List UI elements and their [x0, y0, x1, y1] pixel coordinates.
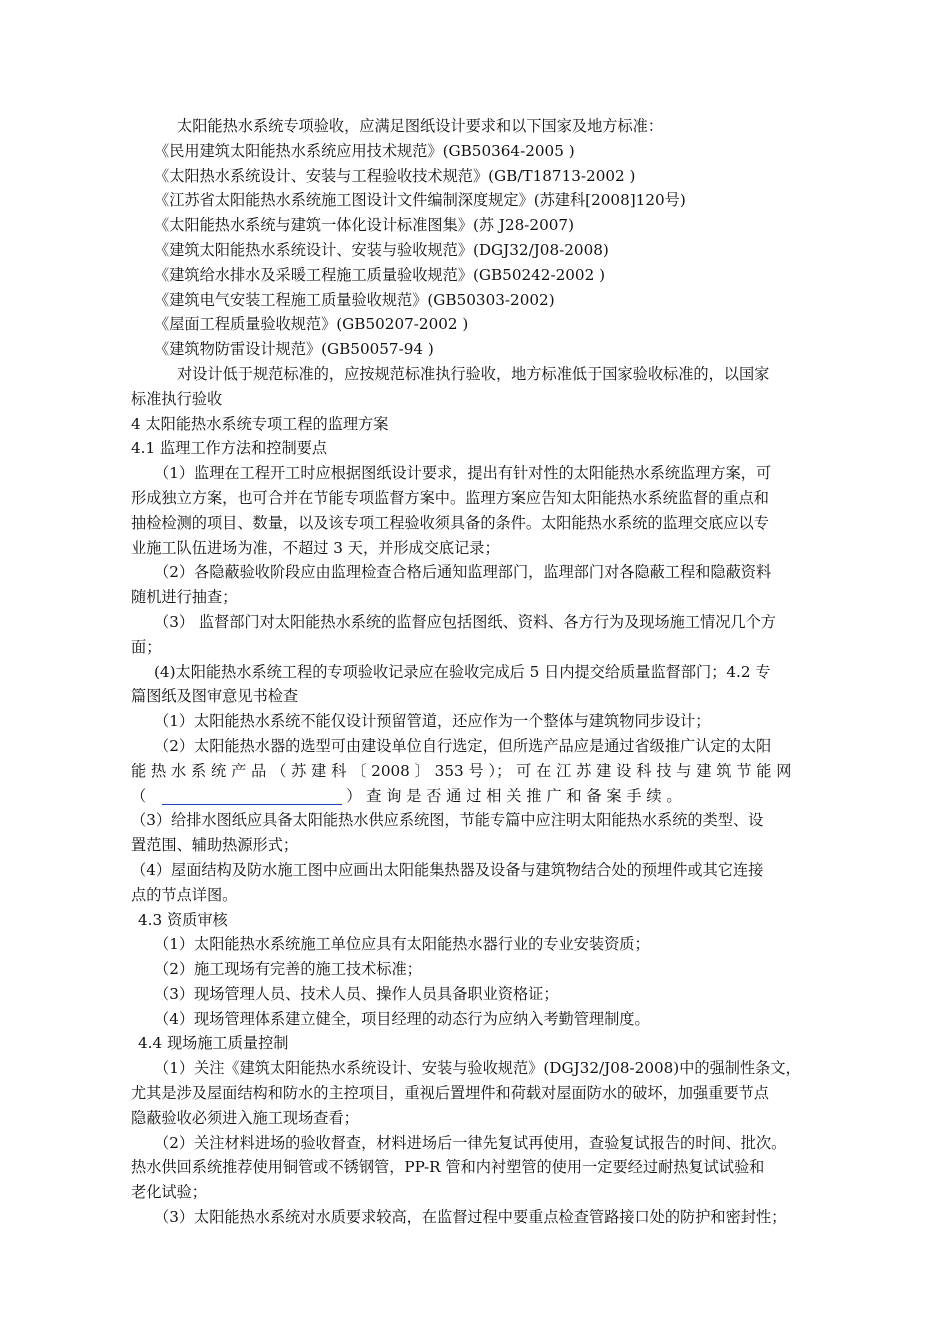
paragraph-line: (4)太阳能热水系统工程的专项验收记录应在验收完成后 5 日内提交给质量监督部门；4.2 专	[154, 662, 771, 681]
paragraph-line: （3）给排水图纸应具备太阳能热水供应系统图，节能专篇中应注明太阳能热水系统的类型、设	[131, 811, 764, 830]
list-item: （2）施工现场有完善的施工技术标准；	[154, 960, 422, 979]
paragraph-line: 随机进行抽查；	[131, 588, 238, 607]
qualification-list	[131, 932, 827, 1031]
section-heading-4-4: 4.4 现场施工质量控制	[138, 1034, 289, 1053]
paragraph-4-4-3: （3）太阳能热水系统对水质要求较高，在监督过程中要重点检查管路接口处的防护和密封性；	[154, 1208, 787, 1227]
paragraph-line: 业施工队伍进场为准，不超过 3 天，并形成交底记录；	[131, 538, 500, 557]
paragraph-line: 能 热 水 系 统 产 品 （ 苏 建 科 〔 2008 〕 353 号 ）； 可 在 江 苏 建 设 科 技 与 建 筑 节 能 网	[131, 761, 792, 780]
paragraph-line: 篇图纸及图审意见书检查	[131, 687, 299, 706]
paragraph-line: （2）太阳能热水器的选型可由建设单位自行选定，但所选产品应是通过省级推广认定的太阳	[154, 736, 772, 755]
paragraph-line: 形成独立方案，也可合并在节能专项监督方案中。监理方案应告知太阳能热水系统监督的重点和	[131, 488, 769, 507]
note-line: 对设计低于规范标准的，应按规范标准执行验收，地方标准低于国家验收标准的，以国家	[177, 364, 770, 383]
paragraph-4-2-2	[131, 734, 827, 808]
standard-item: 《太阳能热水系统与建筑一体化设计标准图集》(苏 J28-2007)	[154, 216, 574, 235]
paragraph-line: 置范围、辅助热源形式；	[131, 836, 299, 855]
paragraph-line: （2）关注材料进场的验收督查，材料进场后一律先复试再使用，查验复试报告的时间、批次。	[154, 1133, 787, 1152]
paragraph-line: （3） 监督部门对太阳能热水系统的监督应包括图纸、资料、各方行为及现场施工情况几个方	[154, 612, 776, 631]
paragraph-line-tail: ） 查 询 是 否 通 过 相 关 推 广 和 备 案 手 续 。	[346, 786, 682, 805]
paragraph-4-1-4	[131, 660, 827, 710]
paragraph-line: （1）监理在工程开工时应根据图纸设计要求，提出有针对性的太阳能热水系统监理方案，可	[154, 464, 772, 483]
section-heading-4-1: 4.1 监理工作方法和控制要点	[131, 439, 328, 458]
standard-item: 《民用建筑太阳能热水系统应用技术规范》(GB50364-2005 )	[154, 141, 575, 160]
paragraph-line: 尤其是涉及屋面结构和防水的主控项目，重视后置埋件和荷载对屋面防水的破坏，加强重要节点	[131, 1084, 769, 1103]
document-body	[131, 114, 827, 1230]
paragraph-4-1-2	[131, 560, 827, 610]
paragraph-line: 隐蔽验收必须进入施工现场查看；	[131, 1108, 359, 1127]
list-item: （3）现场管理人员、技术人员、操作人员具备职业资格证；	[154, 984, 559, 1003]
paragraph-4-2-1: （1）太阳能热水系统不能仅设计预留管道，还应作为一个整体与建筑物同步设计；	[154, 712, 711, 731]
paragraph-4-2-3	[131, 808, 827, 858]
list-item: （1）太阳能热水系统施工单位应具有太阳能热水器行业的专业安装资质；	[154, 935, 650, 954]
note-line: 标准执行验收	[131, 389, 223, 408]
intro-text: 太阳能热水系统专项验收，应满足图纸设计要求和以下国家及地方标准：	[177, 117, 663, 135]
paragraph-line-with-link	[131, 784, 827, 809]
section-heading-4: 4 太阳能热水系统专项工程的监理方案	[131, 414, 389, 433]
standard-item: 《建筑太阳能热水系统设计、安装与验收规范》(DGJ32/J08-2008)	[154, 240, 609, 259]
paragraph-line: 点的节点详图。	[131, 885, 238, 904]
paragraph-line: 热水供回系统推荐使用铜管或不锈钢管，PP-R 管和内衬塑管的使用一定要经过耐热复试试验和	[131, 1158, 765, 1177]
standards-list	[131, 139, 827, 362]
website-link[interactable]	[162, 788, 342, 805]
paragraph-4-1-1	[131, 461, 827, 560]
standard-item: 《江苏省太阳能热水系统施工图设计文件编制深度规定》(苏建科[2008]120号)	[154, 191, 686, 210]
paragraph-line: （1）关注《建筑太阳能热水系统设计、安装与验收规范》(DGJ32/J08-2008)中的强制性条文，	[154, 1059, 801, 1078]
list-item: （4）现场管理体系建立健全，项目经理的动态行为应纳入考勤管理制度。	[154, 1009, 650, 1028]
paragraph-line: 老化试验；	[131, 1183, 207, 1202]
standard-item: 《建筑给水排水及采暖工程施工质量验收规范》(GB50242-2002 )	[154, 265, 606, 284]
standard-item: 《屋面工程质量验收规范》(GB50207-2002 )	[154, 315, 469, 334]
standard-item: 《太阳热水系统设计、安装与工程验收技术规范》(GB/T18713-2002 )	[154, 166, 636, 185]
paragraph-line: （4）屋面结构及防水施工图中应画出太阳能集热器及设备与建筑物结合处的预埋件或其它连接	[131, 860, 764, 879]
paragraph-line: 抽检检测的项目、数量，以及该专项工程验收须具备的条件。太阳能热水系统的监理交底应以专	[131, 513, 769, 532]
standard-item: 《建筑电气安装工程施工质量验收规范》(GB50303-2002)	[154, 290, 555, 309]
section-heading-4-3: 4.3 资质审核	[138, 910, 228, 929]
paragraph-line: 面；	[131, 637, 162, 656]
paragraph-4-4-2	[131, 1131, 827, 1205]
standard-item: 《建筑物防雷设计规范》(GB50057-94 )	[154, 340, 434, 359]
open-paren: （	[131, 786, 147, 805]
paragraph-4-1-3	[131, 610, 827, 660]
paragraph-line: （2）各隐蔽验收阶段应由监理检查合格后通知监理部门，监理部门对各隐蔽工程和隐蔽资料	[154, 563, 772, 582]
paragraph-4-2-4	[131, 858, 827, 908]
paragraph-4-4-1	[131, 1056, 827, 1130]
